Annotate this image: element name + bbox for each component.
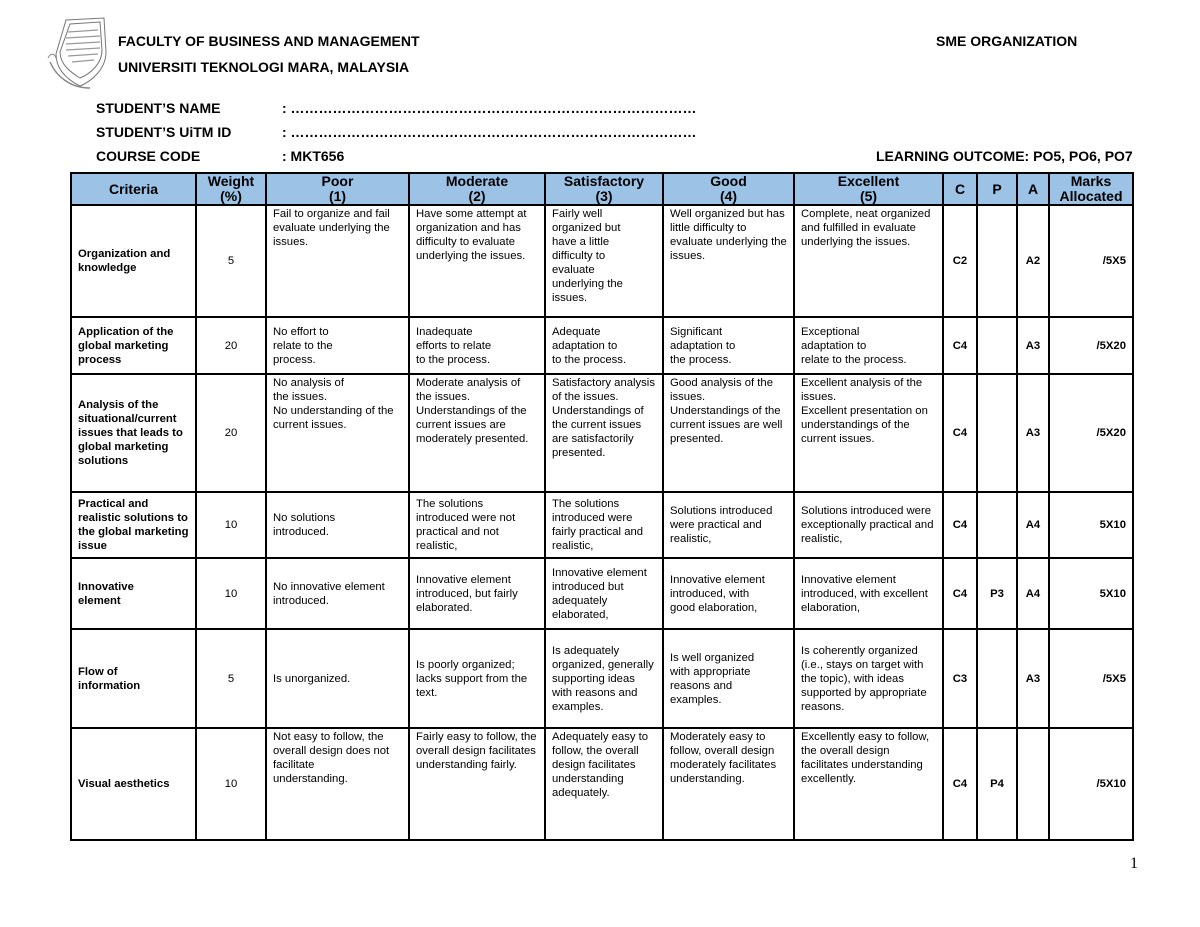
page-number: 1 [1130, 855, 1138, 872]
cell-weight: 5 [196, 629, 266, 728]
course-code-label: COURSE CODE [96, 148, 201, 164]
cell-marks: /5X10 [1049, 728, 1133, 840]
cell-excellent: Complete, neat organized and fulfilled in evaluate underlying the issues. [794, 205, 943, 317]
cell-c: C4 [943, 374, 977, 492]
table-row [71, 728, 1133, 840]
cell-marks: /5X5 [1049, 205, 1133, 317]
cell-poor: Fail to organize and fail evaluate underlying the issues. [266, 205, 409, 317]
cell-p: P4 [977, 728, 1017, 840]
cell-p [977, 205, 1017, 317]
cell-c: C4 [943, 492, 977, 558]
cell-weight: 10 [196, 492, 266, 558]
cell-moderate: Innovative element introduced, but fairly elaborated. [409, 558, 545, 629]
cell-criteria: Innovative element [71, 558, 196, 629]
cell-poor: No solutions introduced. [266, 492, 409, 558]
header-c: C [943, 173, 977, 205]
cell-c: C2 [943, 205, 977, 317]
cell-excellent: Excellently easy to follow, the overall design facilitates understanding excellently. [794, 728, 943, 840]
cell-p [977, 492, 1017, 558]
student-name-label: STUDENT’S NAME [96, 100, 221, 116]
cell-a: A2 [1017, 205, 1049, 317]
cell-weight: 5 [196, 205, 266, 317]
header-good: Good (4) [663, 173, 794, 205]
cell-weight: 10 [196, 728, 266, 840]
cell-c: C3 [943, 629, 977, 728]
student-id-label: STUDENT’S UiTM ID [96, 124, 232, 140]
table-row [71, 558, 1133, 629]
cell-satisfactory: Innovative element introduced but adequately elaborated, [545, 558, 663, 629]
header-poor: Poor (1) [266, 173, 409, 205]
header-excellent: Excellent (5) [794, 173, 943, 205]
cell-c: C4 [943, 558, 977, 629]
cell-poor: Not easy to follow, the overall design does not facilitate understanding. [266, 728, 409, 840]
cell-moderate: Inadequate efforts to relate to the process. [409, 317, 545, 374]
cell-excellent: Exceptional adaptation to relate to the process. [794, 317, 943, 374]
table-row [71, 492, 1133, 558]
cell-good: Good analysis of the issues. Understandings of the current issues are well presented. [663, 374, 794, 492]
cell-moderate: Is poorly organized; lacks support from the text. [409, 629, 545, 728]
header-criteria: Criteria [71, 173, 196, 205]
header-moderate: Moderate (2) [409, 173, 545, 205]
cell-moderate: The solutions introduced were not practical and not realistic, [409, 492, 545, 558]
cell-good: Solutions introduced were practical and realistic, [663, 492, 794, 558]
table-row [71, 205, 1133, 317]
cell-excellent: Excellent analysis of the issues. Excellent presentation on understandings of the current issues. [794, 374, 943, 492]
cell-criteria: Practical and realistic solutions to the global marketing issue [71, 492, 196, 558]
cell-c: C4 [943, 728, 977, 840]
cell-a: A3 [1017, 374, 1049, 492]
uitm-crest-logo [46, 14, 114, 90]
cell-marks: /5X5 [1049, 629, 1133, 728]
cell-satisfactory: Is adequately organized, generally supporting ideas with reasons and examples. [545, 629, 663, 728]
cell-marks: /5X20 [1049, 317, 1133, 374]
faculty-title: FACULTY OF BUSINESS AND MANAGEMENT [118, 33, 420, 49]
header-weight: Weight (%) [196, 173, 266, 205]
cell-poor: Is unorganized. [266, 629, 409, 728]
cell-p: P3 [977, 558, 1017, 629]
rubric-table [70, 172, 1134, 841]
header-marks: Marks Allocated [1049, 173, 1133, 205]
cell-a: A3 [1017, 629, 1049, 728]
cell-satisfactory: The solutions introduced were fairly practical and realistic, [545, 492, 663, 558]
cell-criteria: Analysis of the situational/current issues that leads to global marketing solutions [71, 374, 196, 492]
cell-satisfactory: Fairly well organized but have a little difficulty to evaluate underlying the issues. [545, 205, 663, 317]
header-satisfactory: Satisfactory (3) [545, 173, 663, 205]
cell-satisfactory: Satisfactory analysis of the issues. Understandings of the current issues are satisfactorily presented. [545, 374, 663, 492]
cell-excellent: Is coherently organized (i.e., stays on target with the topic), with ideas supported by appropriate reasons. [794, 629, 943, 728]
organization-title: SME ORGANIZATION [936, 33, 1078, 49]
university-title: UNIVERSITI TEKNOLOGI MARA, MALAYSIA [118, 59, 410, 75]
cell-p [977, 374, 1017, 492]
learning-outcome: LEARNING OUTCOME: PO5, PO6, PO7 [876, 148, 1133, 164]
cell-good: Is well organized with appropriate reasons and examples. [663, 629, 794, 728]
cell-marks: /5X20 [1049, 374, 1133, 492]
cell-good: Significant adaptation to the process. [663, 317, 794, 374]
cell-criteria: Flow of information [71, 629, 196, 728]
cell-poor: No analysis of the issues. No understanding of the current issues. [266, 374, 409, 492]
cell-satisfactory: Adequate adaptation to to the process. [545, 317, 663, 374]
cell-marks: 5X10 [1049, 558, 1133, 629]
cell-excellent: Innovative element introduced, with excellent elaboration, [794, 558, 943, 629]
header-p: P [977, 173, 1017, 205]
course-code-value: : MKT656 [282, 148, 345, 164]
cell-c: C4 [943, 317, 977, 374]
cell-p [977, 629, 1017, 728]
cell-criteria: Visual aesthetics [71, 728, 196, 840]
cell-good: Innovative element introduced, with good elaboration, [663, 558, 794, 629]
cell-poor: No effort to relate to the process. [266, 317, 409, 374]
cell-criteria: Application of the global marketing process [71, 317, 196, 374]
header-a: A [1017, 173, 1049, 205]
cell-good: Moderately easy to follow, overall design moderately facilitates understanding. [663, 728, 794, 840]
cell-weight: 20 [196, 374, 266, 492]
table-row [71, 317, 1133, 374]
cell-a: A4 [1017, 492, 1049, 558]
cell-a [1017, 728, 1049, 840]
cell-p [977, 317, 1017, 374]
table-row [71, 629, 1133, 728]
cell-weight: 10 [196, 558, 266, 629]
cell-a: A4 [1017, 558, 1049, 629]
cell-excellent: Solutions introduced were exceptionally practical and realistic, [794, 492, 943, 558]
cell-marks: 5X10 [1049, 492, 1133, 558]
cell-moderate: Have some attempt at organization and has difficulty to evaluate underlying the issues. [409, 205, 545, 317]
cell-poor: No innovative element introduced. [266, 558, 409, 629]
cell-moderate: Moderate analysis of the issues. Understandings of the current issues are moderately presented. [409, 374, 545, 492]
table-header-row [71, 173, 1133, 205]
cell-weight: 20 [196, 317, 266, 374]
cell-criteria: Organization and knowledge [71, 205, 196, 317]
cell-moderate: Fairly easy to follow, the overall design facilitates understanding fairly. [409, 728, 545, 840]
cell-a: A3 [1017, 317, 1049, 374]
cell-good: Well organized but has little difficulty to evaluate underlying the issues. [663, 205, 794, 317]
student-id-field: : …………………………………………………………………………… [282, 124, 697, 140]
student-name-field: : …………………………………………………………………………… [282, 100, 697, 116]
cell-satisfactory: Adequately easy to follow, the overall design facilitates understanding adequately. [545, 728, 663, 840]
table-row [71, 374, 1133, 492]
